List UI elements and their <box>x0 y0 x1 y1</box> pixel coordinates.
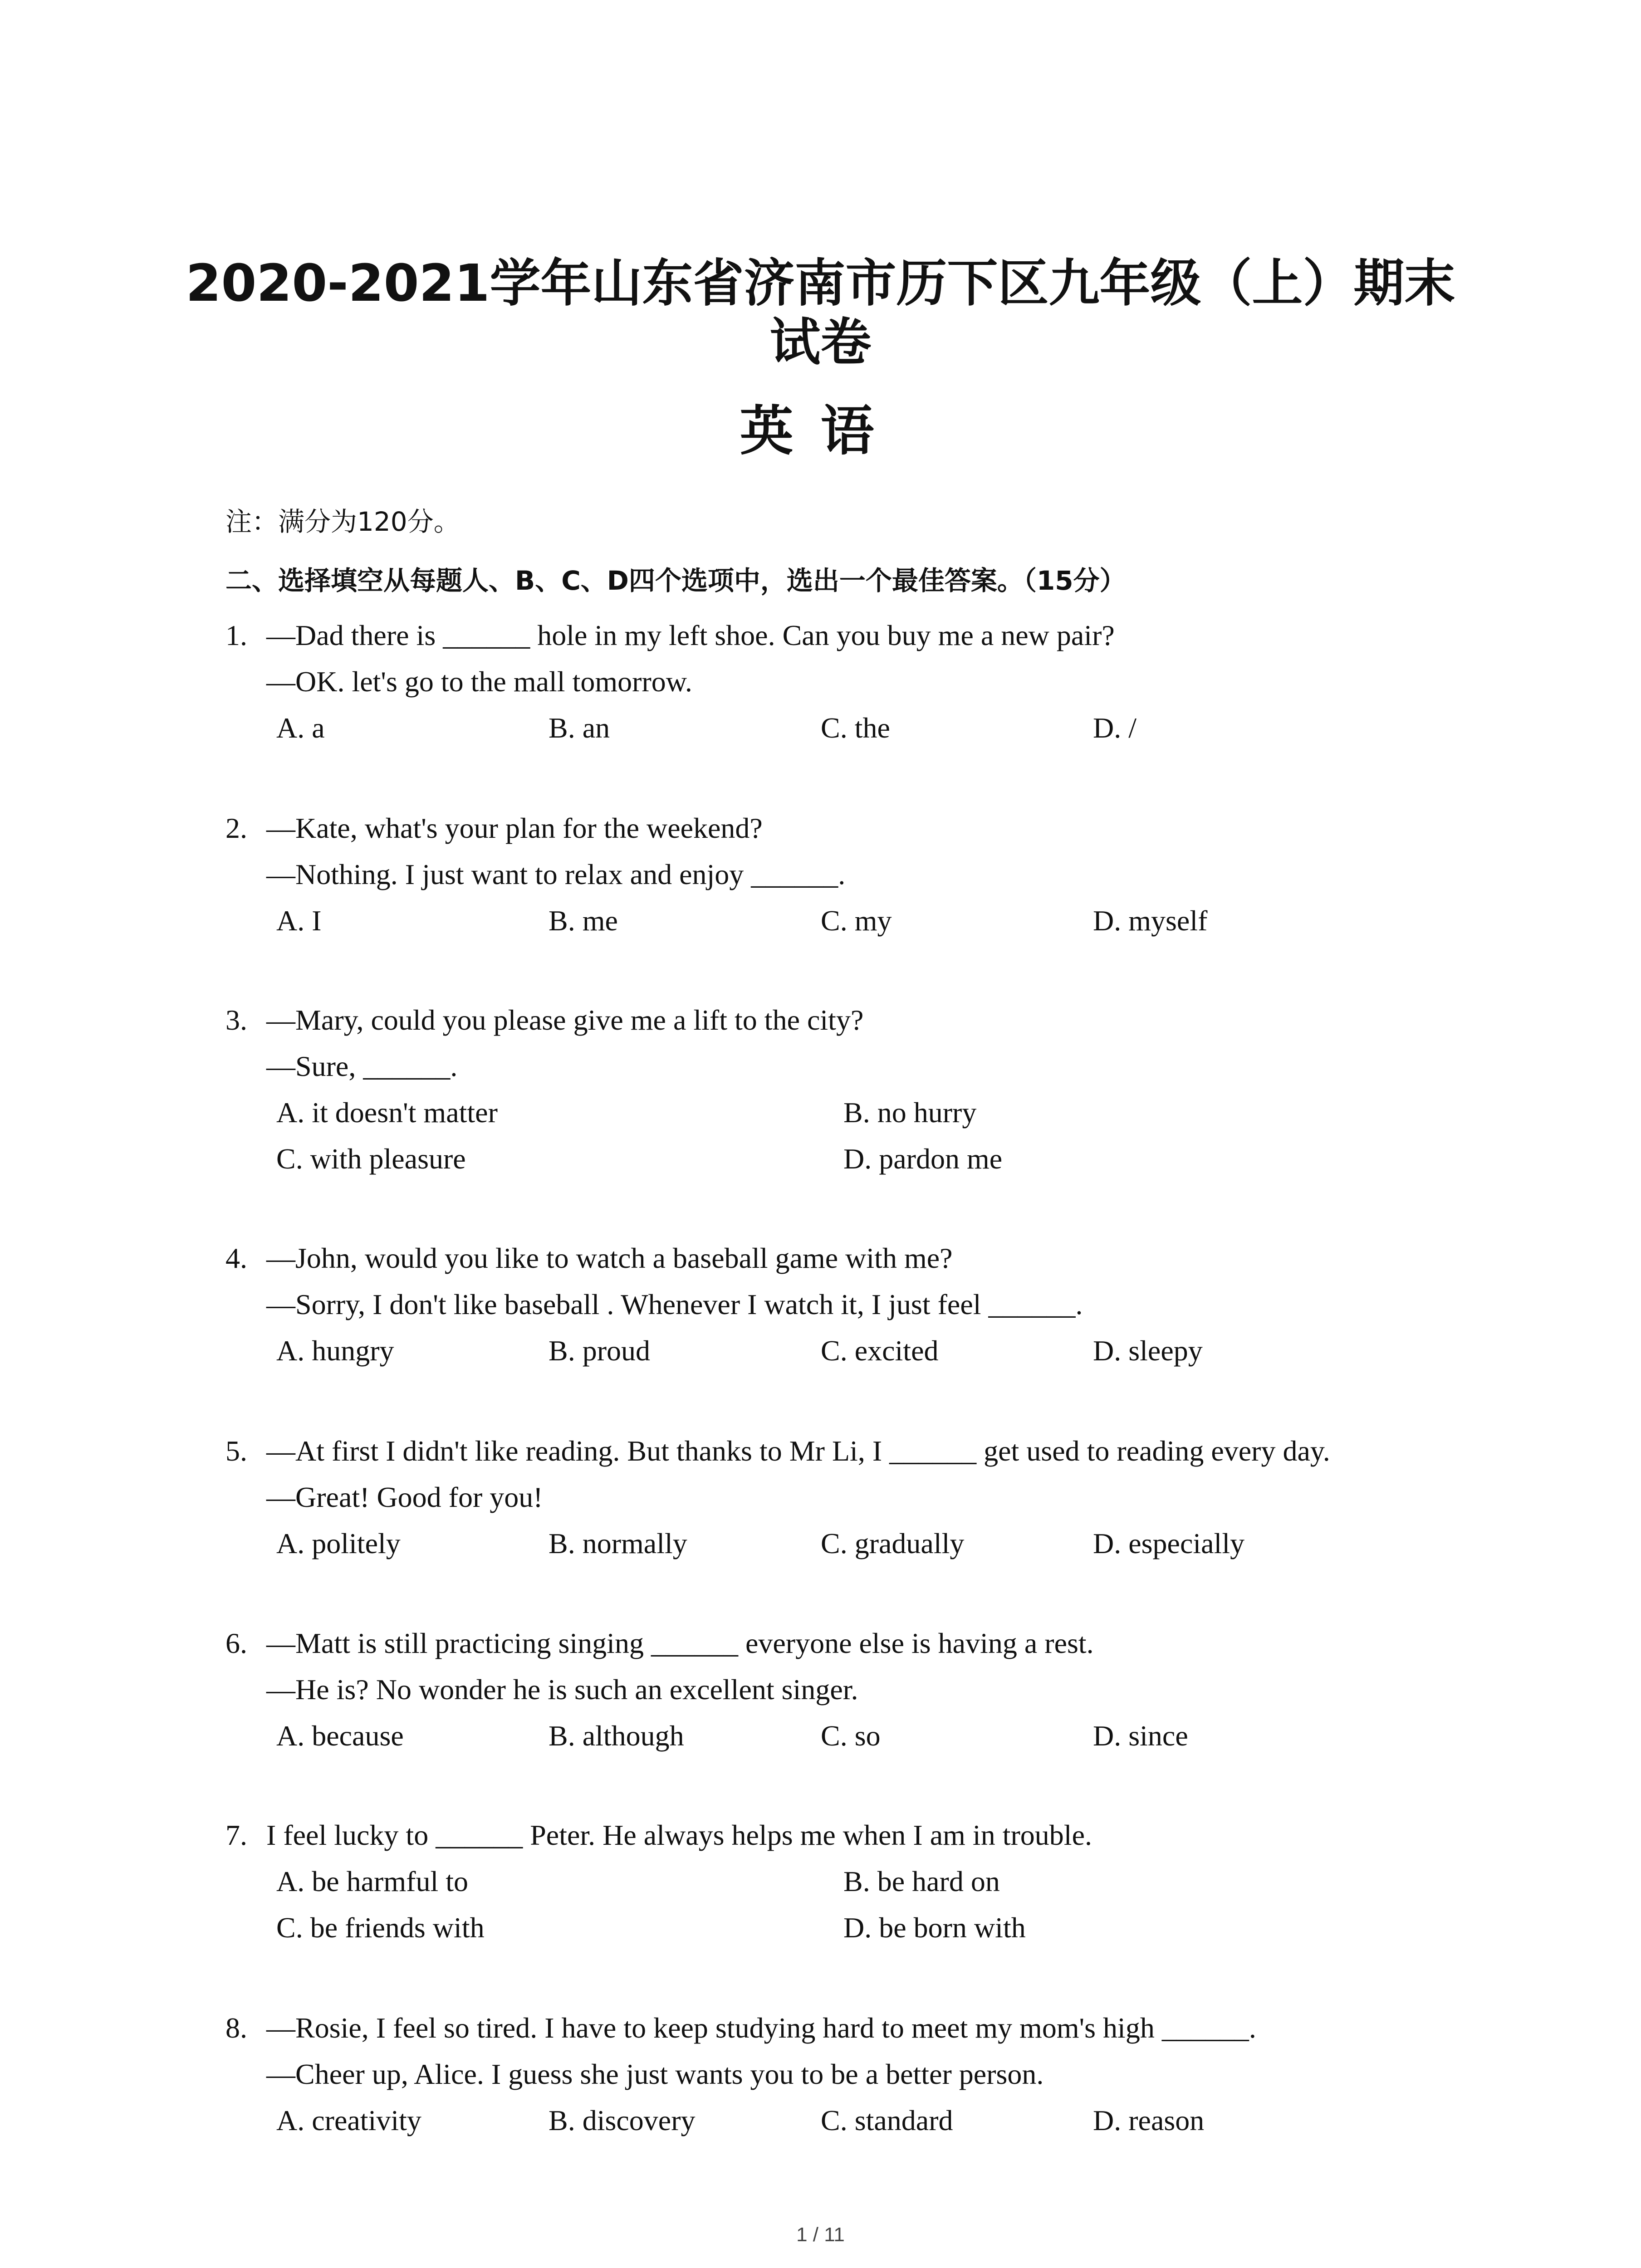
question-1 <box>225 612 1423 751</box>
question-line: —John, would you like to watch a baseball game with me? <box>266 1242 953 1274</box>
option-d: D. since <box>1093 1720 1188 1752</box>
section-heading: 二、选择填空从每题人、B、C、D四个选项中，选出一个最佳答案。（15分） <box>225 565 1126 596</box>
option-b: B. no hurry <box>843 1096 977 1129</box>
question-line: —Matt is still practicing singing ______ everyone else is having a rest. <box>266 1627 1094 1659</box>
option-b: B. although <box>549 1720 684 1752</box>
option-c: C. my <box>821 904 892 937</box>
option-b: B. me <box>549 904 618 937</box>
options-row <box>276 898 1423 944</box>
option-a: A. creativity <box>276 2104 421 2136</box>
option-c: C. excited <box>821 1334 939 1367</box>
page-title-line1: 2020-2021学年山东省济南市历下区九年级（上）期末 <box>186 254 1455 313</box>
question-line: I feel lucky to ______ Peter. He always helps me when I am in trouble. <box>266 1819 1092 1851</box>
question-line: —Nothing. I just want to relax and enjoy ______. <box>266 858 846 890</box>
option-c: C. the <box>821 712 890 744</box>
option-d: D. be born with <box>843 1911 1026 1944</box>
option-c: C. standard <box>821 2104 953 2136</box>
question-line: —Cheer up, Alice. I guess she just wants you to be a better person. <box>266 2058 1044 2090</box>
option-c: C. with pleasure <box>276 1143 466 1175</box>
question-line: —Rosie, I feel so tired. I have to keep studying hard to meet my mom's high ______. <box>266 2012 1256 2044</box>
option-b: B. normally <box>549 1527 687 1559</box>
option-c: C. so <box>821 1720 881 1752</box>
question-5 <box>225 1428 1423 1567</box>
page-number: 1 / 11 <box>796 2224 845 2246</box>
options-row <box>276 1858 1423 1905</box>
option-a: A. it doesn't matter <box>276 1096 498 1129</box>
option-a: A. I <box>276 904 322 937</box>
option-a: A. politely <box>276 1527 401 1559</box>
question-line: —He is? No wonder he is such an excellent singer. <box>266 1673 858 1706</box>
question-number: 3. <box>225 1004 247 1036</box>
question-number: 7. <box>225 1819 247 1851</box>
option-c: C. gradually <box>821 1527 965 1559</box>
question-6 <box>225 1620 1423 1759</box>
option-a: A. because <box>276 1720 404 1752</box>
option-d: D. sleepy <box>1093 1334 1203 1367</box>
option-d: D. / <box>1093 712 1136 744</box>
page-title-line2: 试卷 <box>769 313 872 372</box>
option-a: A. be harmful to <box>276 1865 468 1897</box>
options-row <box>276 2097 1423 2144</box>
question-line: —Sorry, I don't like baseball . Whenever I watch it, I just feel ______. <box>266 1288 1083 1320</box>
question-number: 6. <box>225 1627 247 1659</box>
question-number: 1. <box>225 619 247 651</box>
subject-heading: 英语 <box>740 400 901 462</box>
question-line: —Mary, could you please give me a lift to the city? <box>266 1004 864 1036</box>
options-row <box>276 1090 1423 1136</box>
options-row <box>276 1713 1423 1759</box>
question-line: —Kate, what's your plan for the weekend? <box>266 812 763 844</box>
option-d: D. pardon me <box>843 1143 1003 1175</box>
option-d: D. myself <box>1093 904 1208 937</box>
options-row <box>276 1136 1423 1182</box>
option-b: B. proud <box>549 1334 650 1367</box>
question-number: 5. <box>225 1435 247 1467</box>
score-note: 注：满分为120分。 <box>225 506 460 537</box>
question-line: —Sure, ______. <box>266 1050 458 1082</box>
options-row <box>276 1905 1423 1951</box>
option-a: A. a <box>276 712 325 744</box>
question-line: —OK. let's go to the mall tomorrow. <box>266 665 692 698</box>
question-number: 4. <box>225 1242 247 1274</box>
options-row <box>276 1520 1423 1567</box>
option-d: D. reason <box>1093 2104 1205 2136</box>
options-row <box>276 1328 1423 1374</box>
question-7 <box>225 1812 1423 1951</box>
question-2 <box>225 805 1423 944</box>
question-line: —At first I didn't like reading. But thanks to Mr Li, I ______ get used to reading every day. <box>266 1435 1330 1467</box>
option-c: C. be friends with <box>276 1911 485 1944</box>
question-3 <box>225 997 1423 1182</box>
question-line: —Dad there is ______ hole in my left shoe. Can you buy me a new pair? <box>266 619 1115 651</box>
options-row <box>276 705 1423 751</box>
option-b: B. discovery <box>549 2104 696 2136</box>
option-a: A. hungry <box>276 1334 394 1367</box>
question-8 <box>225 2005 1423 2144</box>
question-number: 2. <box>225 812 247 844</box>
question-4 <box>225 1235 1423 1374</box>
option-d: D. especially <box>1093 1527 1245 1559</box>
question-number: 8. <box>225 2012 247 2044</box>
option-b: B. be hard on <box>843 1865 1000 1897</box>
option-b: B. an <box>549 712 610 744</box>
question-line: —Great! Good for you! <box>266 1481 543 1513</box>
